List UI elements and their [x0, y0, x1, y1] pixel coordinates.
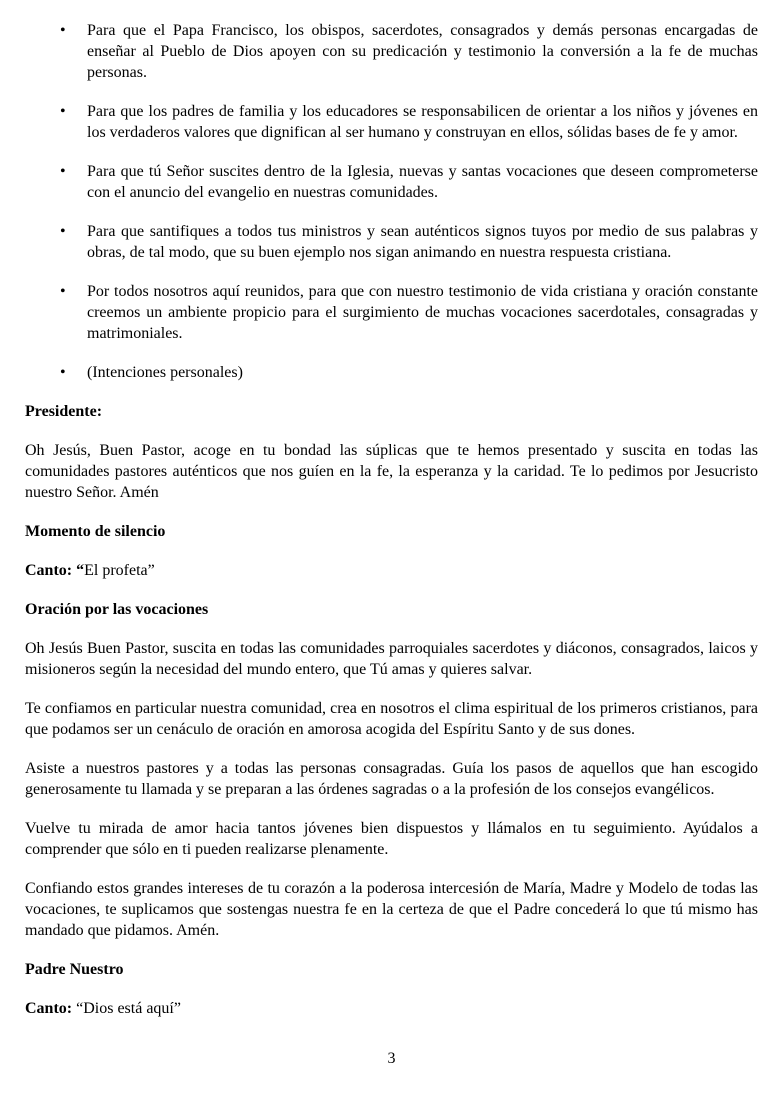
bullet-text: Para que los padres de familia y los educadores se responsabilicen de orientar a los niños y jóvenes en los verdaderos valores que dignifican al ser humano y construyan en ellos, sólidas bases de fe y amor.	[87, 103, 758, 141]
bullet-text: Por todos nosotros aquí reunidos, para que con nuestro testimonio de vida cristiana y oración constante creemos un ambiente propicio para el surgimiento de muchas vocaciones sacerdotales, consagradas y matrimoniales.	[87, 283, 758, 342]
bullet-item-nuevas-vocaciones	[25, 161, 758, 203]
canto-el-profeta-line	[25, 560, 758, 581]
canto-title: “Dios está aquí”	[76, 1000, 181, 1017]
bullet-item-santifiques-ministros	[25, 221, 758, 263]
bullet-icon: •	[60, 22, 66, 39]
oracion-paragraph-2: Te confiamos en particular nuestra comunidad, crea en nosotros el clima espiritual de los primeros cristianos, para que podamos ser un cenáculo de oración en amorosa acogida del Espíritu Santo y de sus dones.	[25, 700, 758, 738]
oracion-paragraph-4: Vuelve tu mirada de amor hacia tantos jóvenes bien dispuestos y llámalos en tu seguimiento. Ayúdalos a comprender que sólo en ti pueden realizarse plenamente.	[25, 820, 758, 858]
bullet-icon: •	[60, 283, 66, 300]
canto-label: Canto: “	[25, 562, 85, 579]
bullet-text: (Intenciones personales)	[87, 364, 243, 381]
bullet-item-intenciones-personales	[25, 362, 758, 383]
canto-title: El profeta”	[84, 562, 155, 579]
momento-de-silencio-heading: Momento de silencio	[25, 523, 166, 540]
bullet-icon: •	[60, 223, 66, 240]
bullet-icon: •	[60, 163, 66, 180]
bullet-text: Para que el Papa Francisco, los obispos, sacerdotes, consagrados y demás personas encargadas de enseñar al Pueblo de Dios apoyen con su predicación y testimonio la conversión a la fe de muchas personas.	[87, 22, 758, 81]
bullet-item-papa-francisco	[25, 20, 758, 83]
oracion-vocaciones-heading: Oración por las vocaciones	[25, 601, 209, 618]
presidente-heading: Presidente:	[25, 403, 103, 420]
bullet-text: Para que santifiques a todos tus ministros y sean auténticos signos tuyos por medio de sus palabras y obras, de tal modo, que su buen ejemplo nos sigan animando en nuestra respuesta cristiana.	[87, 223, 758, 261]
bullet-text: Para que tú Señor suscites dentro de la Iglesia, nuevas y santas vocaciones que deseen comprometerse con el anuncio del evangelio en nuestras comunidades.	[87, 163, 758, 201]
bullet-icon: •	[60, 364, 66, 381]
intentions-bullet-list	[25, 20, 758, 383]
oracion-paragraph-1: Oh Jesús Buen Pastor, suscita en todas las comunidades parroquiales sacerdotes y diáconos, consagrados, laicos y misioneros según la necesidad del mundo entero, que Tú amas y quieres salvar.	[25, 640, 758, 678]
oracion-paragraph-3: Asiste a nuestros pastores y a todas las personas consagradas. Guía los pasos de aquellos que han escogido generosamente tu llamada y se preparan a las órdenes sagradas o a la profesión de los consejos evangélicos.	[25, 760, 758, 798]
page-number: 3	[387, 1050, 396, 1067]
canto-label: Canto:	[25, 1000, 77, 1017]
bullet-item-todos-nosotros	[25, 281, 758, 344]
padre-nuestro-heading: Padre Nuestro	[25, 961, 124, 978]
canto-dios-esta-aqui-line	[25, 998, 758, 1019]
oracion-paragraph-5: Confiando estos grandes intereses de tu corazón a la poderosa intercesión de María, Madre y Modelo de todas las vocaciones, te suplicamos que sostengas nuestra fe en la certeza de que el Padre concederá lo que tú mismo has mandado que pidamos. Amén.	[25, 880, 758, 939]
bullet-item-padres-de-familia	[25, 101, 758, 143]
bullet-icon: •	[60, 103, 66, 120]
presidente-paragraph: Oh Jesús, Buen Pastor, acoge en tu bondad las súplicas que te hemos presentado y suscita en todas las comunidades pastores auténticos que nos guíen en la fe, la esperanza y la caridad. Te lo pedimos por Jesucristo nuestro Señor. Amén	[25, 442, 758, 501]
